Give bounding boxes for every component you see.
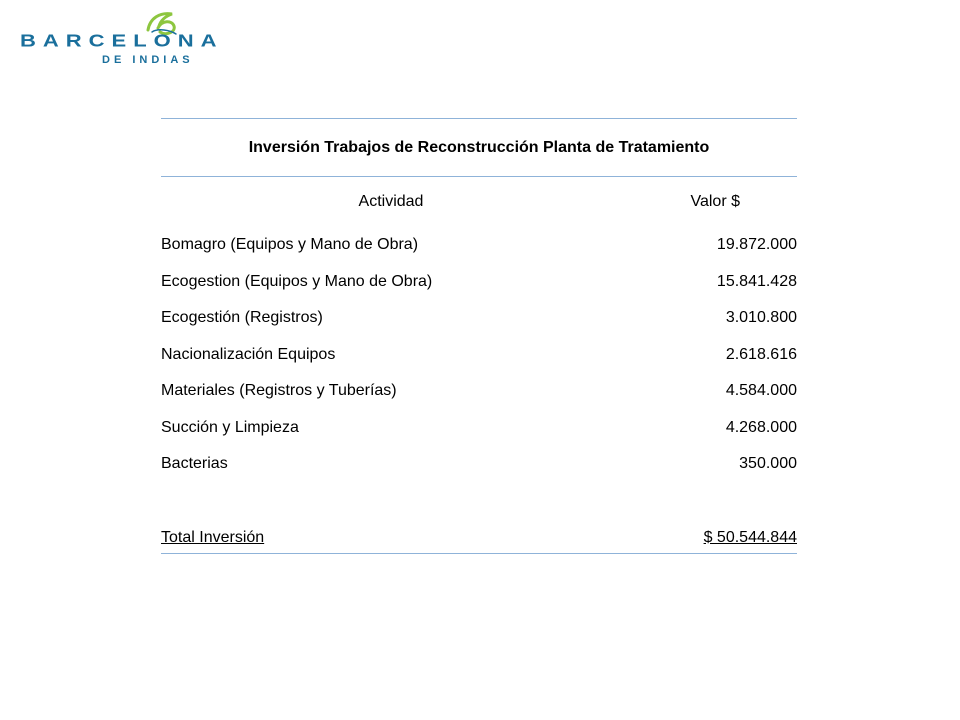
table-row bbox=[161, 300, 797, 337]
barcelona-de-indias-logo bbox=[20, 8, 300, 70]
cell-valor: 15.841.428 bbox=[716, 272, 797, 290]
total-label-text: Total Inversión bbox=[161, 528, 265, 546]
cell-actividad: Succión y Limpieza bbox=[161, 418, 299, 436]
column-header-valor: Valor $ bbox=[690, 193, 740, 210]
cell-valor: 350.000 bbox=[739, 455, 797, 473]
cell-valor: 3.010.800 bbox=[725, 309, 797, 327]
table-row bbox=[161, 227, 797, 264]
logo-wordmark: BARCELONA bbox=[20, 30, 224, 51]
column-header-actividad: Actividad bbox=[358, 193, 424, 210]
table-row bbox=[161, 410, 797, 447]
cell-actividad: Ecogestion (Equipos y Mano de Obra) bbox=[161, 272, 433, 290]
cell-valor: 2.618.616 bbox=[725, 345, 797, 363]
bottom-rule bbox=[161, 553, 797, 554]
total-value bbox=[627, 529, 797, 547]
cell-actividad: Ecogestión (Registros) bbox=[161, 309, 323, 327]
total-label bbox=[161, 529, 627, 547]
total-value-text: $ 50.544.844 bbox=[703, 528, 797, 546]
table-body bbox=[161, 227, 797, 483]
table-row bbox=[161, 337, 797, 374]
cell-actividad: Nacionalización Equipos bbox=[161, 345, 336, 363]
table-spacer bbox=[161, 483, 797, 523]
total-row bbox=[161, 523, 797, 553]
table-row bbox=[161, 446, 797, 483]
cell-valor: 4.584.000 bbox=[725, 382, 797, 400]
cell-actividad: Bacterias bbox=[161, 455, 228, 473]
table-title: Inversión Trabajos de Reconstrucción Planta de Tratamiento bbox=[248, 139, 710, 156]
table-row bbox=[161, 373, 797, 410]
table-row bbox=[161, 264, 797, 301]
cell-actividad: Materiales (Registros y Tuberías) bbox=[161, 382, 397, 400]
cell-valor: 19.872.000 bbox=[716, 236, 797, 254]
cell-valor: 4.268.000 bbox=[725, 418, 797, 436]
investment-table bbox=[161, 118, 797, 554]
table-header-row bbox=[161, 177, 797, 227]
logo-subtitle: DE INDIAS bbox=[102, 54, 194, 66]
cell-actividad: Bomagro (Equipos y Mano de Obra) bbox=[161, 236, 419, 254]
